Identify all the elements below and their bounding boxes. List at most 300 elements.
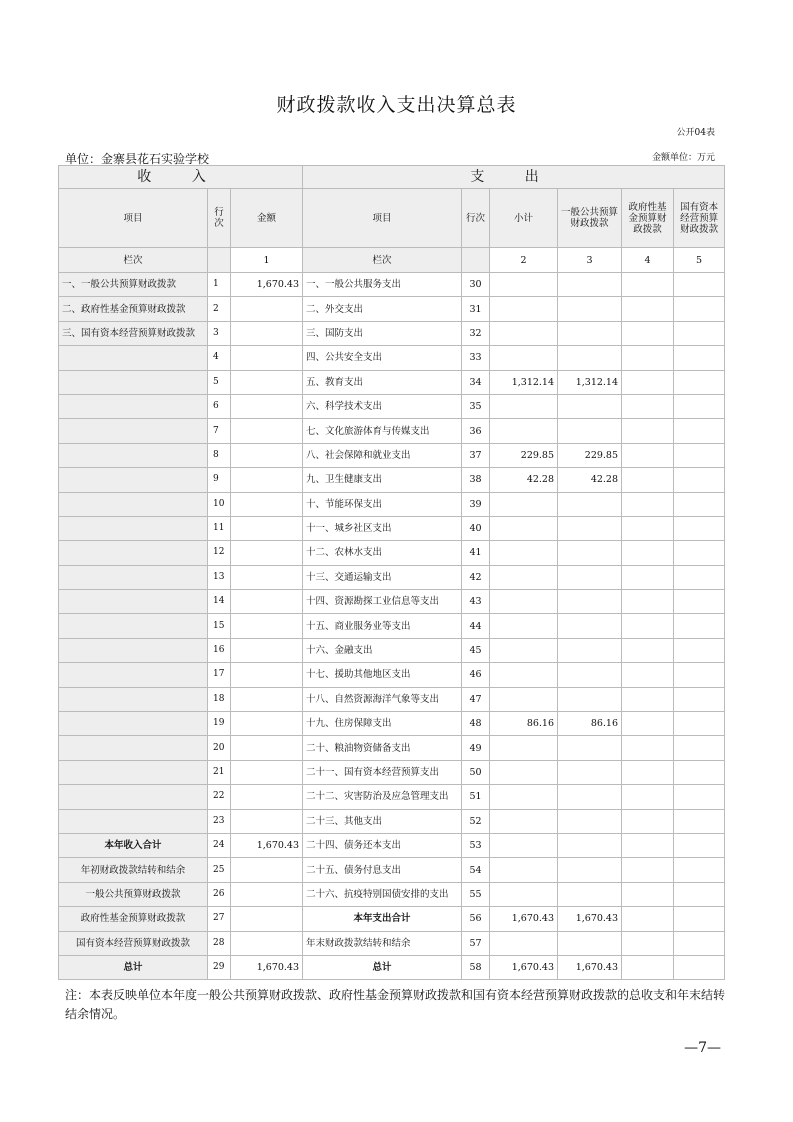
colno-4: 4 [622, 248, 674, 273]
subtotal-value [490, 638, 558, 662]
income-line: 21 [208, 760, 231, 784]
general-budget-value: 1,670.43 [558, 907, 622, 931]
gov-fund-value [622, 833, 674, 857]
state-capital-value [674, 541, 725, 565]
general-budget-value [558, 492, 622, 516]
state-capital-value [674, 687, 725, 711]
gov-fund-value [622, 614, 674, 638]
gov-fund-value [622, 663, 674, 687]
income-item: 本年收入合计 [59, 833, 208, 857]
table-row [59, 565, 725, 589]
col-expense-item: 项目 [303, 189, 462, 248]
income-item [59, 712, 208, 736]
expense-line: 40 [462, 516, 490, 540]
subtotal-value [490, 736, 558, 760]
subtotal-value: 1,312.14 [490, 370, 558, 394]
income-amount [231, 663, 303, 687]
expense-item: 二十一、国有资本经营预算支出 [303, 760, 462, 784]
table-row [59, 687, 725, 711]
income-amount [231, 638, 303, 662]
income-amount [231, 492, 303, 516]
subtotal-value [490, 273, 558, 297]
income-line: 3 [208, 321, 231, 345]
income-line: 29 [208, 955, 231, 979]
expense-item: 二十四、债务还本支出 [303, 833, 462, 857]
colno-blank-left [208, 248, 231, 273]
table-row [59, 760, 725, 784]
expense-line: 36 [462, 419, 490, 443]
expense-line: 48 [462, 712, 490, 736]
expense-line: 45 [462, 638, 490, 662]
state-capital-value [674, 394, 725, 418]
gov-fund-value [622, 712, 674, 736]
income-amount [231, 931, 303, 955]
form-code: 公开04表 [676, 128, 715, 138]
income-item [59, 346, 208, 370]
expense-item: 二十六、抗疫特别国债安排的支出 [303, 882, 462, 906]
expense-item: 总计 [303, 955, 462, 979]
income-line: 2 [208, 297, 231, 321]
col-gov-fund: 政府性基金预算财政拨款 [622, 189, 674, 248]
general-budget-value [558, 687, 622, 711]
state-capital-value [674, 419, 725, 443]
state-capital-value [674, 614, 725, 638]
state-capital-value [674, 565, 725, 589]
page-title: 财政拨款收入支出决算总表 [276, 94, 517, 116]
income-amount [231, 516, 303, 540]
expense-item: 十九、住房保障支出 [303, 712, 462, 736]
subtotal-value [490, 687, 558, 711]
income-line: 10 [208, 492, 231, 516]
general-budget-value [558, 346, 622, 370]
income-line: 1 [208, 273, 231, 297]
expense-item: 十七、援助其他地区支出 [303, 663, 462, 687]
income-amount: 1,670.43 [231, 833, 303, 857]
subtotal-value [490, 297, 558, 321]
income-amount [231, 321, 303, 345]
table-row [59, 907, 725, 931]
subtotal-value [490, 492, 558, 516]
general-budget-value [558, 394, 622, 418]
colno-5: 5 [674, 248, 725, 273]
general-budget-value [558, 516, 622, 540]
state-capital-value [674, 297, 725, 321]
gov-fund-value [622, 858, 674, 882]
income-line: 23 [208, 809, 231, 833]
expense-header: 支 出 [303, 166, 725, 189]
table-row [59, 638, 725, 662]
expense-line: 46 [462, 663, 490, 687]
expense-line: 31 [462, 297, 490, 321]
expense-item: 二十五、债务付息支出 [303, 858, 462, 882]
income-item: 二、政府性基金预算财政拨款 [59, 297, 208, 321]
income-line: 13 [208, 565, 231, 589]
table-row [59, 492, 725, 516]
state-capital-value [674, 346, 725, 370]
state-capital-value [674, 321, 725, 345]
table-row [59, 858, 725, 882]
general-budget-value [558, 638, 622, 662]
expense-line: 33 [462, 346, 490, 370]
colno-label-left: 栏次 [59, 248, 208, 273]
col-general-budget: 一般公共预算财政拨款 [558, 189, 622, 248]
income-amount [231, 394, 303, 418]
gov-fund-value [622, 785, 674, 809]
income-line: 22 [208, 785, 231, 809]
income-line: 26 [208, 882, 231, 906]
general-budget-value [558, 882, 622, 906]
income-line: 27 [208, 907, 231, 931]
gov-fund-value [622, 541, 674, 565]
expense-item: 五、教育支出 [303, 370, 462, 394]
income-item [59, 394, 208, 418]
income-item [59, 736, 208, 760]
expense-item: 十一、城乡社区支出 [303, 516, 462, 540]
gov-fund-value [622, 419, 674, 443]
expense-item: 十八、自然资源海洋气象等支出 [303, 687, 462, 711]
table-row [59, 785, 725, 809]
gov-fund-value [622, 468, 674, 492]
general-budget-value: 1,670.43 [558, 955, 622, 979]
income-item [59, 760, 208, 784]
expense-item: 十五、商业服务业等支出 [303, 614, 462, 638]
subtotal-value [490, 590, 558, 614]
income-line: 25 [208, 858, 231, 882]
expense-item: 六、科学技术支出 [303, 394, 462, 418]
col-subtotal: 小计 [490, 189, 558, 248]
income-item: 国有资本经营预算财政拨款 [59, 931, 208, 955]
colno-1: 1 [231, 248, 303, 273]
income-item [59, 443, 208, 467]
expense-line: 54 [462, 858, 490, 882]
general-budget-value [558, 663, 622, 687]
general-budget-value [558, 419, 622, 443]
general-budget-value: 86.16 [558, 712, 622, 736]
fiscal-summary-table [58, 165, 725, 980]
expense-line: 38 [462, 468, 490, 492]
expense-item: 七、文化旅游体育与传媒支出 [303, 419, 462, 443]
general-budget-value [558, 614, 622, 638]
income-line: 5 [208, 370, 231, 394]
state-capital-value [674, 663, 725, 687]
state-capital-value [674, 736, 725, 760]
table-row [59, 663, 725, 687]
colno-3: 3 [558, 248, 622, 273]
gov-fund-value [622, 565, 674, 589]
gov-fund-value [622, 443, 674, 467]
subtotal-value: 86.16 [490, 712, 558, 736]
general-budget-value [558, 833, 622, 857]
subtotal-value: 1,670.43 [490, 955, 558, 979]
income-line: 9 [208, 468, 231, 492]
money-unit: 金额单位：万元 [651, 153, 715, 163]
subtotal-value [490, 760, 558, 784]
subtotal-value [490, 809, 558, 833]
expense-item: 四、公共安全支出 [303, 346, 462, 370]
state-capital-value [674, 833, 725, 857]
income-amount [231, 712, 303, 736]
subtotal-value [490, 614, 558, 638]
income-line: 17 [208, 663, 231, 687]
state-capital-value [674, 858, 725, 882]
expense-item: 九、卫生健康支出 [303, 468, 462, 492]
subtotal-value: 229.85 [490, 443, 558, 467]
table-row [59, 614, 725, 638]
subtotal-value: 42.28 [490, 468, 558, 492]
expense-item: 十六、金融支出 [303, 638, 462, 662]
income-line: 12 [208, 541, 231, 565]
income-header: 收 入 [59, 166, 303, 189]
state-capital-value [674, 882, 725, 906]
income-line: 28 [208, 931, 231, 955]
subtotal-value [490, 346, 558, 370]
expense-line: 44 [462, 614, 490, 638]
footnote: 注：本表反映单位本年度一般公共预算财政拨款、政府性基金预算财政拨款和国有资本经营预算财政拨款的总收支和年末结转结余情况。 [65, 988, 726, 1021]
income-item: 三、国有资本经营预算财政拨款 [59, 321, 208, 345]
gov-fund-value [622, 638, 674, 662]
gov-fund-value [622, 955, 674, 979]
income-line: 4 [208, 346, 231, 370]
table-row [59, 321, 725, 345]
subtotal-value [490, 858, 558, 882]
expense-item: 十三、交通运输支出 [303, 565, 462, 589]
expense-line: 52 [462, 809, 490, 833]
gov-fund-value [622, 907, 674, 931]
general-budget-value [558, 541, 622, 565]
reporting-unit: 单位：金寨县花石实验学校 [65, 152, 210, 166]
income-amount [231, 370, 303, 394]
expense-line: 32 [462, 321, 490, 345]
income-line: 7 [208, 419, 231, 443]
state-capital-value [674, 907, 725, 931]
income-item: 总计 [59, 955, 208, 979]
table-row [59, 712, 725, 736]
table-row [59, 443, 725, 467]
general-budget-value [558, 760, 622, 784]
state-capital-value [674, 443, 725, 467]
income-amount [231, 541, 303, 565]
table-row [59, 833, 725, 857]
income-item [59, 419, 208, 443]
gov-fund-value [622, 394, 674, 418]
income-amount: 1,670.43 [231, 273, 303, 297]
table-row [59, 297, 725, 321]
expense-line: 53 [462, 833, 490, 857]
state-capital-value [674, 955, 725, 979]
income-amount [231, 565, 303, 589]
expense-line: 35 [462, 394, 490, 418]
table-row [59, 809, 725, 833]
income-item: 政府性基金预算财政拨款 [59, 907, 208, 931]
colno-label-right: 栏次 [303, 248, 462, 273]
income-item: 一、一般公共预算财政拨款 [59, 273, 208, 297]
general-budget-value: 229.85 [558, 443, 622, 467]
expense-line: 49 [462, 736, 490, 760]
expense-line: 39 [462, 492, 490, 516]
income-item [59, 516, 208, 540]
table-row [59, 394, 725, 418]
gov-fund-value [622, 273, 674, 297]
subtotal-value [490, 321, 558, 345]
general-budget-value [558, 785, 622, 809]
expense-line: 41 [462, 541, 490, 565]
state-capital-value [674, 516, 725, 540]
income-line: 11 [208, 516, 231, 540]
income-line: 16 [208, 638, 231, 662]
subtotal-value [490, 565, 558, 589]
gov-fund-value [622, 590, 674, 614]
state-capital-value [674, 809, 725, 833]
state-capital-value [674, 492, 725, 516]
gov-fund-value [622, 931, 674, 955]
expense-item: 十二、农林水支出 [303, 541, 462, 565]
income-item [59, 468, 208, 492]
income-item [59, 638, 208, 662]
expense-line: 50 [462, 760, 490, 784]
general-budget-value [558, 321, 622, 345]
expense-line: 58 [462, 955, 490, 979]
income-amount [231, 809, 303, 833]
table-row [59, 541, 725, 565]
table-row [59, 419, 725, 443]
expense-item: 十四、资源勘探工业信息等支出 [303, 590, 462, 614]
income-amount [231, 882, 303, 906]
income-amount [231, 468, 303, 492]
expense-line: 43 [462, 590, 490, 614]
table-row [59, 370, 725, 394]
income-item: 年初财政拨款结转和结余 [59, 858, 208, 882]
table-row [59, 931, 725, 955]
income-item [59, 492, 208, 516]
table-row [59, 590, 725, 614]
state-capital-value [674, 468, 725, 492]
income-line: 8 [208, 443, 231, 467]
income-amount [231, 297, 303, 321]
table-row [59, 516, 725, 540]
table-row [59, 346, 725, 370]
general-budget-value [558, 590, 622, 614]
gov-fund-value [622, 882, 674, 906]
expense-line: 57 [462, 931, 490, 955]
income-item [59, 590, 208, 614]
expense-item: 本年支出合计 [303, 907, 462, 931]
income-amount [231, 419, 303, 443]
subtotal-value [490, 663, 558, 687]
income-amount: 1,670.43 [231, 955, 303, 979]
expense-line: 55 [462, 882, 490, 906]
state-capital-value [674, 760, 725, 784]
general-budget-value [558, 809, 622, 833]
income-item [59, 809, 208, 833]
page-number: —7— [684, 1040, 721, 1056]
state-capital-value [674, 370, 725, 394]
income-item [59, 614, 208, 638]
income-item [59, 565, 208, 589]
income-item [59, 785, 208, 809]
gov-fund-value [622, 492, 674, 516]
state-capital-value [674, 931, 725, 955]
income-amount [231, 687, 303, 711]
expense-item: 二十、粮油物资储备支出 [303, 736, 462, 760]
expense-line: 42 [462, 565, 490, 589]
general-budget-value: 1,312.14 [558, 370, 622, 394]
gov-fund-value [622, 370, 674, 394]
income-amount [231, 346, 303, 370]
subtotal-value [490, 516, 558, 540]
gov-fund-value [622, 516, 674, 540]
subtotal-value [490, 931, 558, 955]
income-line: 20 [208, 736, 231, 760]
expense-item: 二十二、灾害防治及应急管理支出 [303, 785, 462, 809]
income-line: 24 [208, 833, 231, 857]
state-capital-value [674, 590, 725, 614]
gov-fund-value [622, 736, 674, 760]
gov-fund-value [622, 321, 674, 345]
income-amount [231, 590, 303, 614]
gov-fund-value [622, 809, 674, 833]
table-row [59, 882, 725, 906]
general-budget-value [558, 736, 622, 760]
income-line: 15 [208, 614, 231, 638]
income-amount [231, 760, 303, 784]
income-line: 19 [208, 712, 231, 736]
expense-item: 三、国防支出 [303, 321, 462, 345]
subtotal-value [490, 785, 558, 809]
income-amount [231, 858, 303, 882]
income-item [59, 687, 208, 711]
gov-fund-value [622, 687, 674, 711]
colno-blank-right [462, 248, 490, 273]
col-income-amount: 金额 [231, 189, 303, 248]
income-amount [231, 736, 303, 760]
general-budget-value [558, 565, 622, 589]
income-item [59, 663, 208, 687]
subtotal-value: 1,670.43 [490, 907, 558, 931]
expense-line: 30 [462, 273, 490, 297]
subtotal-value [490, 394, 558, 418]
col-income-line: 行次 [208, 189, 231, 248]
income-amount [231, 907, 303, 931]
expense-line: 47 [462, 687, 490, 711]
col-expense-line: 行次 [462, 189, 490, 248]
table-row [59, 955, 725, 979]
expense-item: 一、一般公共服务支出 [303, 273, 462, 297]
subtotal-value [490, 833, 558, 857]
general-budget-value [558, 273, 622, 297]
income-item: 一般公共预算财政拨款 [59, 882, 208, 906]
income-line: 6 [208, 394, 231, 418]
income-item [59, 541, 208, 565]
income-line: 14 [208, 590, 231, 614]
expense-line: 56 [462, 907, 490, 931]
table-row [59, 273, 725, 297]
expense-item: 二十三、其他支出 [303, 809, 462, 833]
subtotal-value [490, 882, 558, 906]
col-income-item: 项目 [59, 189, 208, 248]
state-capital-value [674, 785, 725, 809]
income-line: 18 [208, 687, 231, 711]
state-capital-value [674, 273, 725, 297]
income-amount [231, 785, 303, 809]
income-item [59, 370, 208, 394]
expense-item: 二、外交支出 [303, 297, 462, 321]
table-row [59, 468, 725, 492]
income-amount [231, 443, 303, 467]
subtotal-value [490, 419, 558, 443]
expense-item: 年末财政拨款结转和结余 [303, 931, 462, 955]
general-budget-value: 42.28 [558, 468, 622, 492]
table-row [59, 736, 725, 760]
